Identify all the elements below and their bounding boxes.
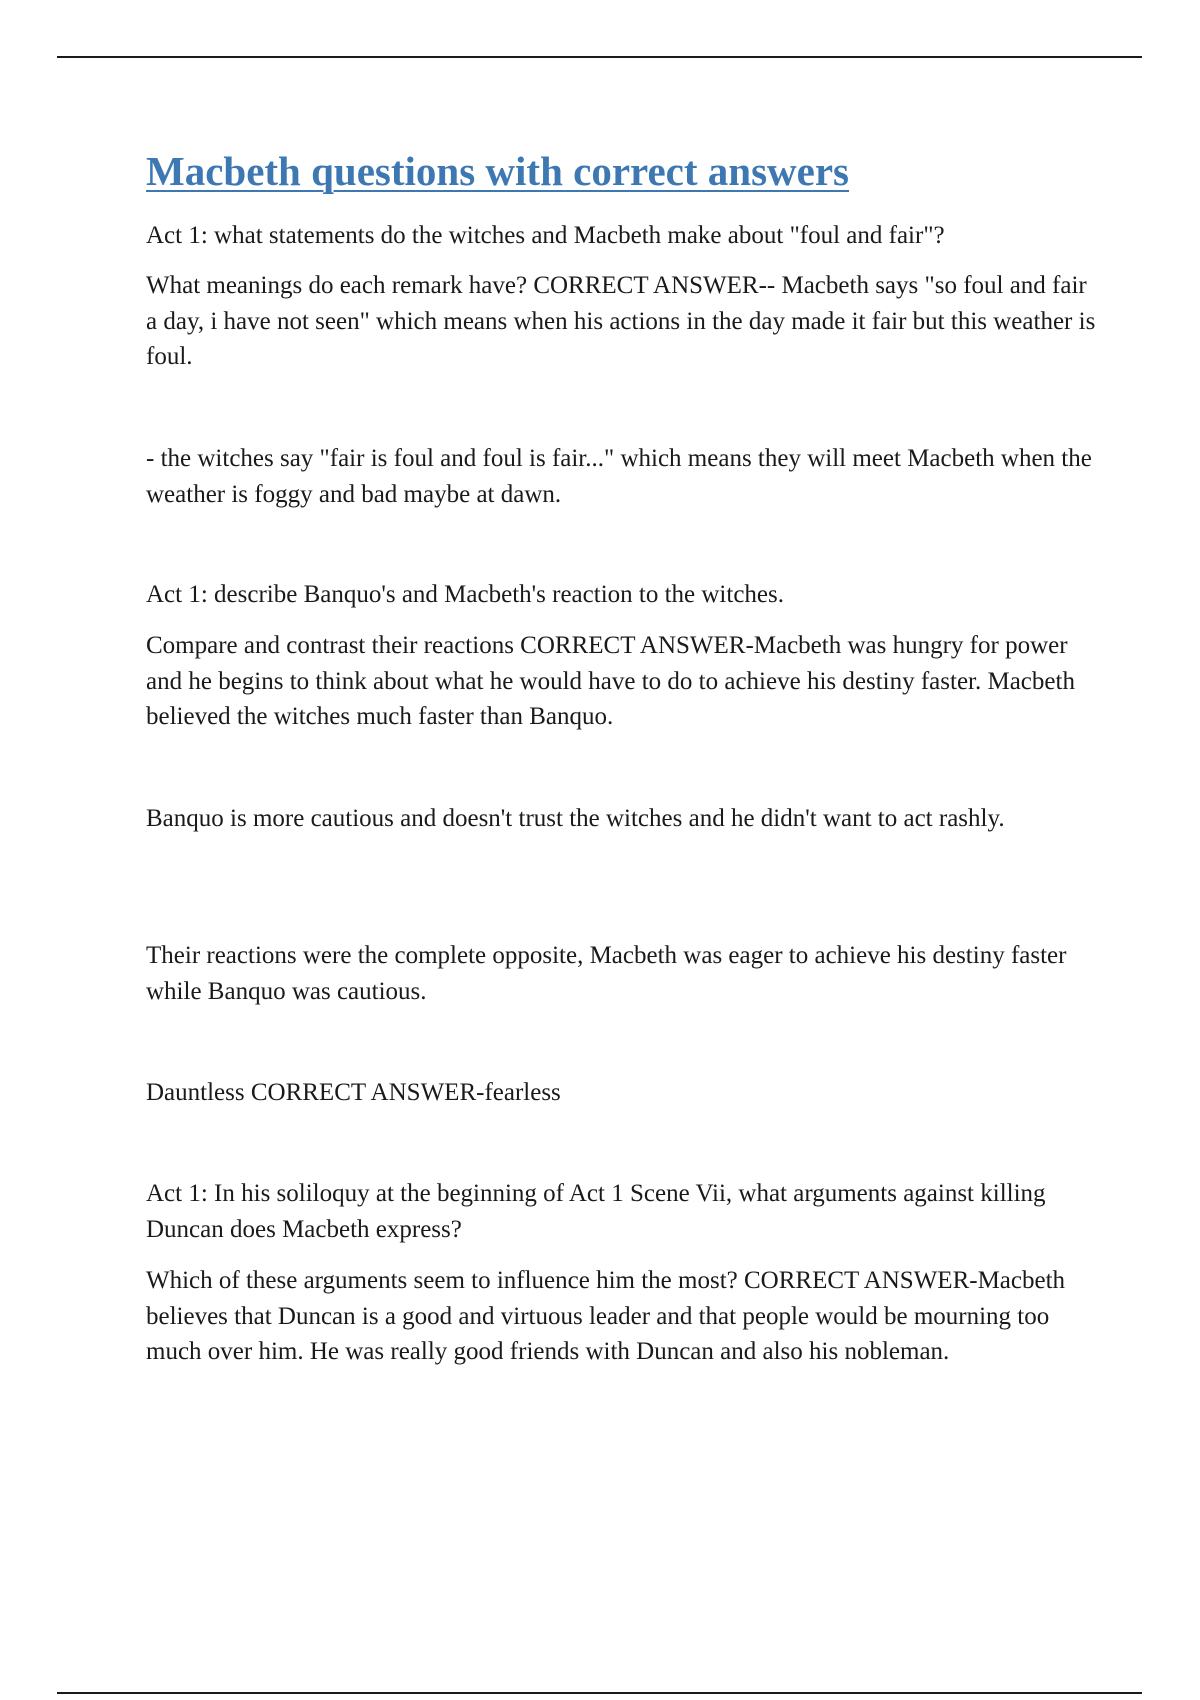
answer-4 bbox=[146, 1263, 1096, 1370]
header-rule bbox=[57, 56, 1142, 58]
paragraph: Their reactions were the complete opposite, Macbeth was eager to achieve his destiny faster while Banquo was cautious. bbox=[146, 942, 1067, 1005]
document-body bbox=[146, 146, 1096, 1365]
paragraph: - the witches say "fair is foul and foul is fair..." which means they will meet Macbeth when the weather is foggy and bad maybe at dawn. bbox=[146, 445, 1092, 508]
paragraph: Act 1: describe Banquo's and Macbeth's reaction to the witches. bbox=[146, 581, 784, 608]
question-4 bbox=[146, 1176, 1096, 1247]
answer-2-continued bbox=[146, 801, 1096, 837]
paragraph: What meanings do each remark have? CORRECT ANSWER-- Macbeth says "so foul and fair a day, i have not seen" which means when his actions in the day made it fair but this weather is foul. bbox=[146, 272, 1096, 370]
paragraph: Which of these arguments seem to influence him the most? CORRECT ANSWER-Macbeth believes that Duncan is a good and virtuous leader and that people would be mourning too much over him. He was really good friends with Duncan and also his nobleman. bbox=[146, 1267, 1066, 1365]
question-1 bbox=[146, 218, 1096, 254]
answer-2 bbox=[146, 628, 1096, 735]
document-title: Macbeth questions with correct answers bbox=[146, 148, 849, 194]
footer-rule bbox=[57, 1692, 1142, 1694]
paragraph: Dauntless CORRECT ANSWER-fearless bbox=[146, 1079, 561, 1106]
question-3 bbox=[146, 1075, 1096, 1111]
answer-2-conclusion bbox=[146, 938, 1096, 1009]
answer-1-continued bbox=[146, 441, 1096, 512]
paragraph: Act 1: what statements do the witches and Macbeth make about "foul and fair"? bbox=[146, 222, 945, 249]
paragraph: Compare and contrast their reactions CORRECT ANSWER-Macbeth was hungry for power and he begins to think about what he would have to do to achieve his destiny faster. Macbeth believed the witches much faster than Banquo. bbox=[146, 632, 1075, 730]
question-2 bbox=[146, 577, 1096, 613]
answer-1 bbox=[146, 268, 1096, 375]
paragraph: Act 1: In his soliloquy at the beginning of Act 1 Scene Vii, what arguments against killing Duncan does Macbeth express? bbox=[146, 1180, 1046, 1243]
paragraph: Banquo is more cautious and doesn't trust the witches and he didn't want to act rashly. bbox=[146, 805, 1005, 832]
